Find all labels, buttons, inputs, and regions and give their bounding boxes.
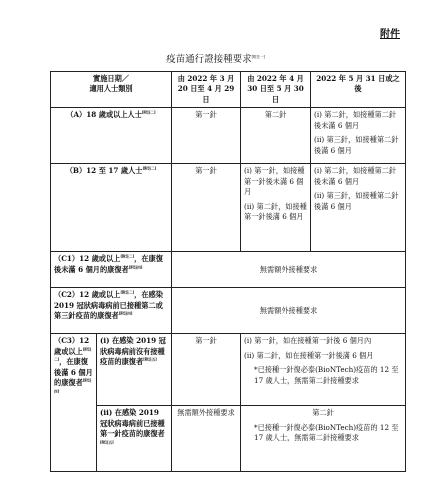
row-b-col1: 第一針 (172, 164, 241, 252)
row-c3-label (51, 334, 97, 472)
row-c3-ii-label (97, 406, 172, 472)
row-b-col3 (311, 164, 406, 252)
row-c1-label (51, 252, 172, 288)
row-c2-sup2: [附註四] (118, 311, 133, 316)
row-b-col3-item: (ii) 第三針，如接種第二針後滿 6 個月 (314, 191, 399, 211)
header-col1: 由 2022 年 3 月 20 日至 4 月 29 日 (172, 72, 241, 108)
row-a-label-text: （A）18 歲或以上人士 (66, 110, 142, 120)
row-a-col3 (311, 108, 406, 164)
row-c1-value: 無需額外接種要求 (172, 252, 406, 288)
row-b (51, 164, 406, 252)
row-b-col2-item: (ii) 第二針，如接種第一針後滿 6 個月 (244, 201, 307, 222)
row-b-sup: [附註二] (142, 166, 157, 171)
row-b-col2 (241, 164, 311, 252)
row-c3-ii-note: *已接種一針復必泰(BioNTech)疫苗的 12 至 17 歲人士，無需第二針接種要求 (254, 422, 399, 443)
row-a-sup: [附註二] (141, 110, 156, 115)
title-text: 疫苗通行證接種要求 (166, 54, 252, 65)
row-a-label (51, 108, 172, 164)
row-a-col3-item: (i) 第二針，如接種第二針後未滿 6 個月 (314, 110, 397, 130)
row-c3-i-sup: [附註五] (143, 357, 157, 362)
row-c3-ii-label-text: (ii) 在感染 2019 冠狀病毒病前已接種第一針疫苗的康復者 (100, 408, 165, 439)
row-c2 (51, 288, 406, 334)
row-c1-label-a: （C1）12 歲或以上 (54, 254, 121, 264)
row-c3-label-a: （C3）12 歲或以上 (54, 336, 90, 356)
row-c2-label (51, 288, 172, 334)
row-c3-sup1: [附註二] (54, 347, 92, 362)
header-row (51, 72, 406, 108)
row-c3-i-label-text: (i) 在感染 2019 冠狀病毒病前沒有接種疫苗的康復者 (100, 336, 166, 367)
row-c3-i-item: (ii) 第二針，如在接種第一針後滿 6 個月 (244, 350, 374, 360)
row-b-col3-item: (i) 第二針，如接種第二針後未滿 6 個月 (314, 166, 397, 186)
document-title (0, 51, 431, 65)
title-footnote: [附註一] (251, 54, 265, 59)
requirements-table (50, 71, 406, 472)
row-b-label-text: （B）12 至 17 歲人士 (65, 166, 143, 176)
row-a (51, 108, 406, 164)
annex-label: 附件 (380, 29, 400, 40)
row-c3-i-col23 (241, 334, 406, 406)
row-c3-ii-item: 第二針 (312, 408, 334, 418)
header-col3: 2022 年 5 月 31 日或之 後 (311, 72, 406, 108)
row-c3-i-col1: 第一針 (172, 334, 241, 406)
row-c3-ii (51, 406, 406, 472)
row-c1 (51, 252, 406, 288)
row-b-label (51, 164, 172, 252)
row-c3-i (51, 334, 406, 406)
row-c3-ii-col23 (241, 406, 406, 472)
row-c2-label-b: ，在感染 2019 冠狀病毒病前已接種第二或第三針疫苗的康復者 (54, 290, 163, 321)
row-c3-i-item: (i) 第一針，如在接種第一針後 6 個月內 (244, 336, 372, 346)
row-a-col2: 第二針 (241, 108, 311, 164)
row-c1-sup1: [附註二] (120, 254, 135, 259)
row-c2-sup1: [附註二] (120, 290, 135, 295)
row-c1-label-b: ，在康復後未滿 6 個月的康復者 (54, 254, 163, 274)
row-c2-value: 無需額外接種要求 (172, 288, 406, 334)
row-c3-ii-sup: [附註五] (100, 440, 114, 445)
row-c1-sup2: [附註四] (128, 265, 143, 270)
row-c3-sup2: [附註四] (54, 378, 92, 394)
row-a-col1: 第一針 (172, 108, 241, 164)
row-c3-i-note: *已接種一針復必泰(BioNTech)疫苗的 12 至 17 歲人士，無需第二針接種要求 (254, 365, 399, 385)
row-c3-ii-col1: 無需額外接種要求 (172, 406, 241, 472)
row-c3-i-label (97, 334, 172, 406)
row-a-col3-item: (ii) 第三針，如接種第二針後滿 6 個月 (314, 135, 399, 155)
row-c3-label-b: ，在康復後滿 6 個月的康復者 (54, 357, 93, 388)
header-col2: 由 2022 年 4 月 30 日至 5 月 30 日 (241, 72, 311, 108)
row-b-col2-item: (i) 第一針，如接種第一針後未滿 6 個月 (244, 166, 305, 197)
row-c2-label-a: （C2）12 歲或以上 (54, 290, 121, 300)
header-category: 實施日期／ 適用人士類別 (51, 72, 172, 108)
